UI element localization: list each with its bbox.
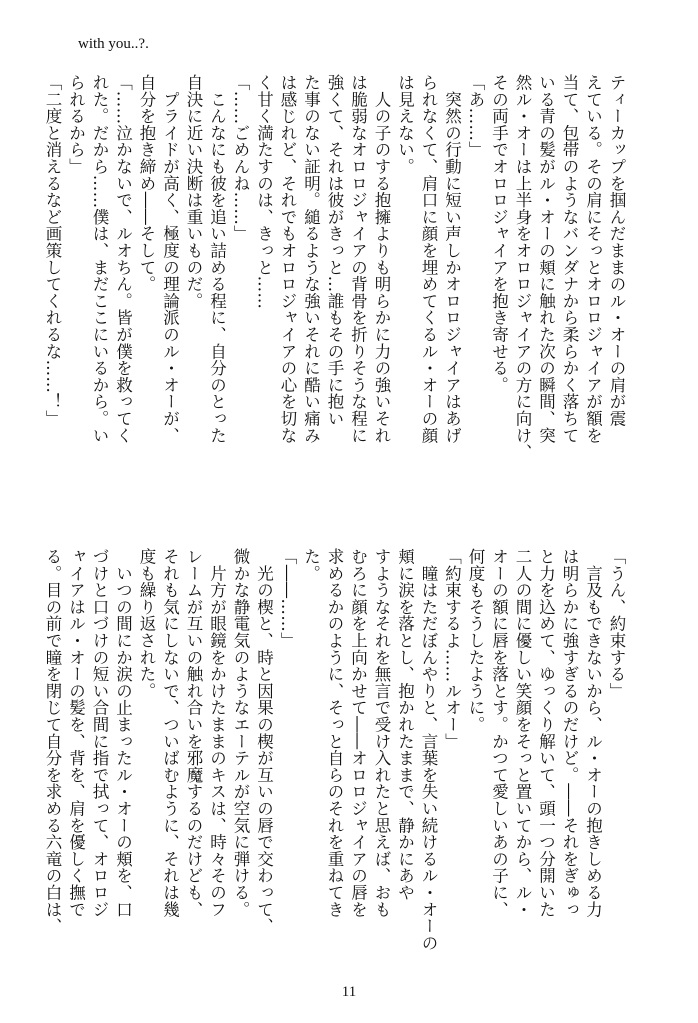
text-column: むろに顔を上向かせて――オロロジャイアの唇を (348, 548, 368, 918)
text-column: それも気にしないで、ついばむように、それは幾 (160, 548, 180, 918)
text-column: 微かな静電気のようなエーテルが空気に弾ける。 (231, 548, 250, 918)
text-column: られなくて、肩口に顔を埋めてくるル・オーの顔 (419, 74, 438, 444)
text-column: 二人の間に優しい笑顔をそっと置いてから、ル・ (513, 548, 532, 918)
text-column: こんなにも彼を追い詰める程に、自分のとった (207, 74, 227, 444)
text-column: は感じれど、それでもオロロジャイアの心を切な (278, 74, 297, 444)
text-column: その両手でオロロジャイアを抱き寄せる。 (489, 74, 509, 394)
text-column: 何度もそうしたように。 (466, 548, 485, 733)
text-column: 「うん、約束する」 (607, 548, 626, 700)
text-column: た。 (301, 548, 321, 582)
text-column: れた。だから……僕は、まだここにいるから。い (90, 74, 109, 444)
text-column: 言及もできないから、ル・オーの抱きしめる力 (583, 548, 603, 918)
text-column: えている。その肩にそっとオロロジャイアが額を (583, 74, 603, 444)
text-block-bottom (43, 548, 628, 968)
text-column: ティーカップを掴んだままのル・オーの肩が震 (607, 74, 626, 427)
text-column: と力を込めて、ゆっくり解いて、頭一つ分開いた (536, 548, 556, 918)
text-column: は明らかに強すぎるのだけど。――それをぎゅっ (560, 548, 579, 918)
text-column: る。目の前で瞳を閉じて自分を求める六竜の白は、 (43, 548, 62, 935)
text-column: 求めるかのように、そっと自らのそれを重ねてき (325, 548, 344, 918)
text-column: 頬に涙を落とし、抱かれたままで、静かにあや (395, 548, 415, 901)
text-column: 光の楔と、時と因果の楔が互いの唇で交わって、 (254, 548, 274, 935)
text-column: 「……泣かないで、ルオちん。皆が僕を救ってく (113, 74, 133, 444)
text-column: 「約束するよ……ルオー」 (442, 548, 462, 750)
text-column: いつの間にか涙の止まったル・オーの頬を、口 (113, 548, 133, 918)
text-column: た事のない証明。縋るような強いそれに酷い痛み (301, 74, 321, 444)
text-column: 人の子のする抱擁よりも明らかに力の強いそれ (372, 74, 391, 444)
text-column: オーの額に唇を落とす。かつて愛しいあの子に、 (489, 548, 509, 918)
text-column: られるから」 (66, 74, 86, 175)
text-column: く甘く満たすのは、きっと…… (254, 74, 274, 310)
page-number: 11 (341, 984, 357, 1000)
text-column: 自分を抱き締め――そして。 (137, 74, 156, 293)
text-column: 「あ……」 (466, 74, 485, 158)
text-column: 片方が眼鏡をかけたままのキスは、時々そのフ (207, 548, 227, 918)
text-column: 然ル・オーは上半身をオロロジャイアの方に向け、 (513, 74, 532, 461)
text-column: 「……ごめんね……」 (231, 74, 250, 242)
text-column: は脆弱なオロロジャイアの背骨を折りそうな程に (348, 74, 368, 444)
text-column: レームが互いの触れ合いを邪魔するのだけども、 (184, 548, 203, 918)
text-column: 突然の行動に短い声しかオロロジャイアはあげ (442, 74, 462, 444)
running-header: with you..?. (78, 36, 149, 52)
text-column: 「――……」 (278, 548, 297, 649)
text-column: 強くて、それは彼がきっと…誰もその手に抱い (325, 74, 344, 427)
text-column: いる青の髪がル・オーの頬に触れた次の瞬間、突 (536, 74, 556, 444)
text-column: ャイアはル・オーの髪を、背を、肩を優しく撫で (66, 548, 86, 918)
text-column: は見えない。 (395, 74, 415, 175)
text-column: 自決に近い決断は重いものだ。 (184, 74, 203, 310)
text-column: すようなそれを無言で受け入れたと思えば、おも (372, 548, 391, 918)
text-column: 「二度と消えるなど画策してくれるな……！」 (43, 74, 62, 427)
text-block-top (43, 74, 628, 494)
text-column: 度も繰り返された。 (137, 548, 156, 700)
text-column: づけと口づけの短い合間に指で拭って、オロロジ (90, 548, 109, 918)
text-column: 瞳はただぼんやりと、言葉を失い続けるル・オーの (419, 548, 438, 952)
text-column: 当て、包帯のようなバンダナから柔らかく落ちて (560, 74, 579, 444)
text-column: プライドが高く、極度の理論派のル・オーが、 (160, 74, 180, 444)
